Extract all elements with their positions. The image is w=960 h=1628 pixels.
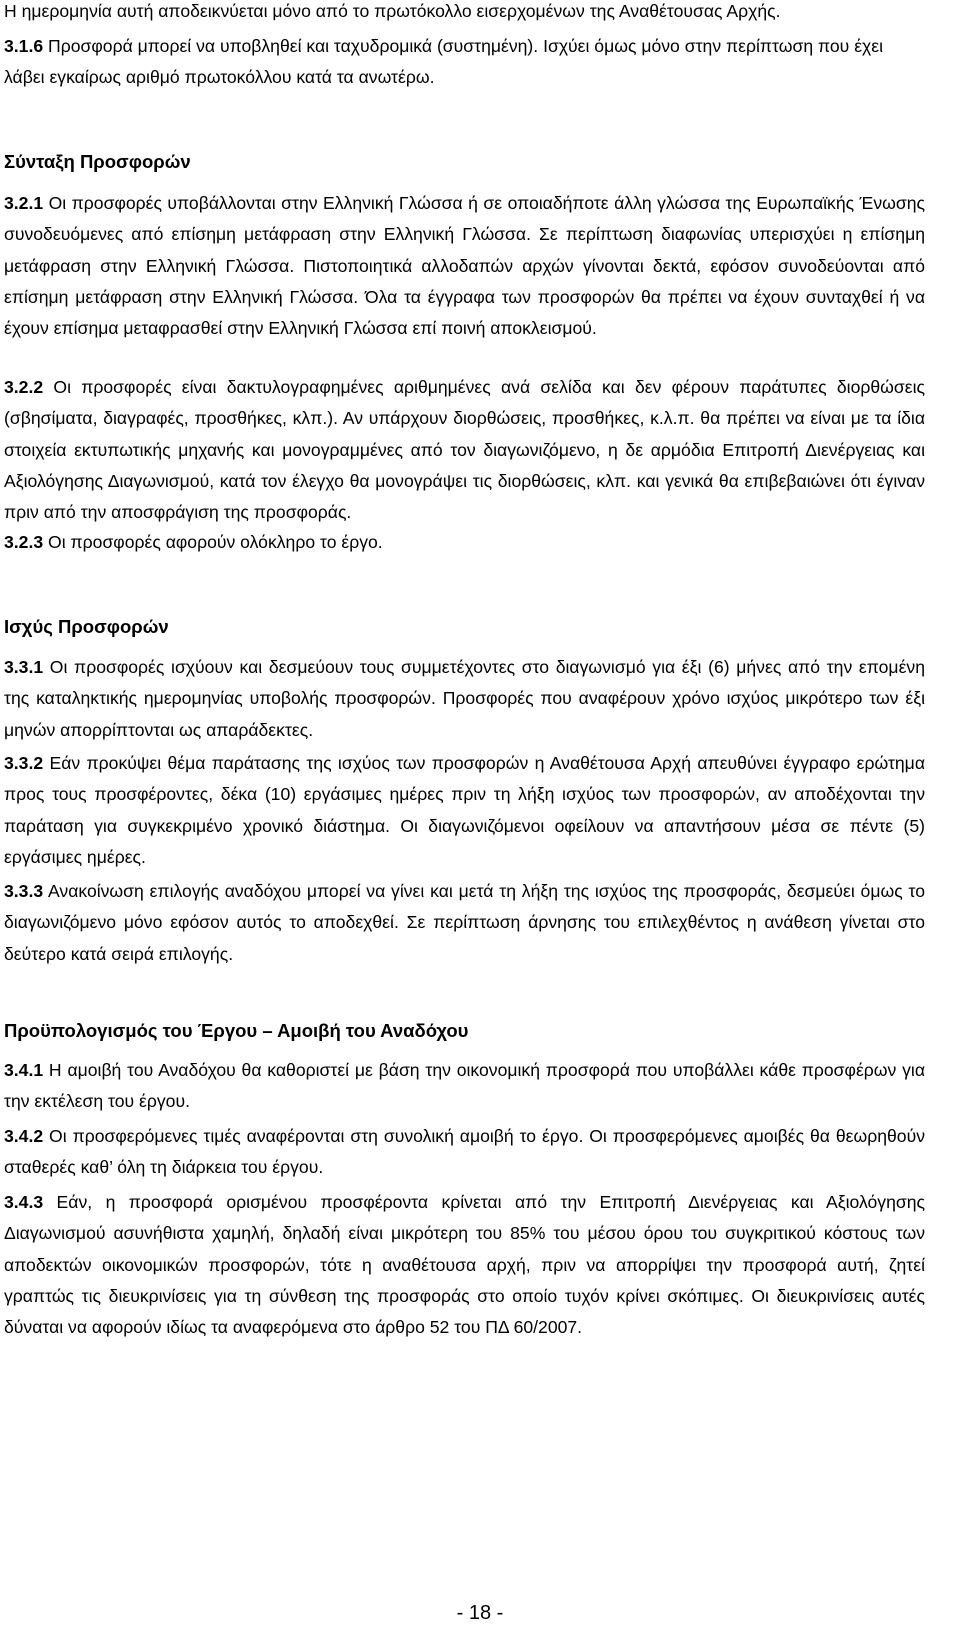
paragraph-3-4-1 xyxy=(4,1055,925,1118)
paragraph-text: Η αμοιβή του Αναδόχου θα καθοριστεί με βάση την οικονομική προσφορά που υποβάλλει κάθε προσφέρων για την εκτέλεση του έργου. xyxy=(4,1060,925,1112)
paragraph-3-2-2 xyxy=(4,372,925,528)
paragraph-text: Ανακοίνωση επιλογής αναδόχου μπορεί να γίνει και μετά τη λήξη της ισχύος της προσφοράς, δεσμεύει όμως το διαγωνιζόμενο μόνο εφόσον αυτός το αποδεχθεί. Σε περίπτωση άρνησης του επιλεχθέντος η ανάθεση γίνεται στο δεύτερο κατά σειρά επιλογής. xyxy=(4,881,925,964)
paragraph-3-2-1 xyxy=(4,188,925,344)
paragraph-3-3-1 xyxy=(4,652,925,746)
paragraph-number: 3.3.3 xyxy=(4,881,44,901)
paragraph-number: 3.3.2 xyxy=(4,753,44,773)
page-number: - 18 - xyxy=(456,1602,504,1624)
paragraph-text: Εάν προκύψει θέμα παράτασης της ισχύος των προσφορών η Αναθέτουσα Αρχή απευθύνει έγγραφο ερώτημα προς τους προσφέροντες, δέκα (10) εργάσιμες ημέρες πριν τη λήξη ισχύος των προσφορών, αν αποδέχονται την παράταση για συγκεκριμένο χρονικό διάστημα. Οι διαγωνιζόμενοι οφείλουν να απαντήσουν μέσα σε πέντε (5) εργάσιμες ημέρες. xyxy=(4,753,925,867)
paragraph-3-4-3 xyxy=(4,1187,925,1343)
paragraph-text: Προσφορά μπορεί να υποβληθεί και ταχυδρομικά (συστημένη). Ισχύει όμως μόνο στην περίπτωση που έχει λάβει εγκαίρως αριθμό πρωτοκόλλου κατά τα ανωτέρω. xyxy=(4,36,884,88)
paragraph-number: 3.2.1 xyxy=(4,193,44,213)
section-heading-composition: Σύνταξη Προσφορών xyxy=(4,151,191,172)
paragraph-text: Οι προσφορές ισχύουν και δεσμεύουν τους συμμετέχοντες στο διαγωνισμό για έξι (6) μήνες από την επομένη της καταληκτικής ημερομηνίας υποβολής προσφορών. Προσφορές που αναφέρουν χρόνο ισχύος μικρότερο των έξι μηνών απορρίπτονται ως απαράδεκτες. xyxy=(4,657,925,740)
paragraph-3-3-3 xyxy=(4,876,925,970)
paragraph-number: 3.4.2 xyxy=(4,1126,44,1146)
paragraph-number: 3.4.1 xyxy=(4,1060,44,1080)
paragraph-text: Οι προσφερόμενες τιμές αναφέρονται στη συνολική αμοιβή το έργο. Οι προσφερόμενες αμοιβές θα θεωρηθούν σταθερές καθ’ όλη τη διάρκεια του έργου. xyxy=(4,1126,925,1178)
intro-line-text: Η ημερομηνία αυτή αποδεικνύεται μόνο από το πρωτόκολλο εισερχομένων της Αναθέτουσας Αρχής. xyxy=(4,1,781,21)
intro-line xyxy=(4,0,925,27)
paragraph-number: 3.2.3 xyxy=(4,532,44,552)
section-heading-validity: Ισχύς Προσφορών xyxy=(4,616,169,637)
paragraph-number: 3.2.2 xyxy=(4,377,44,397)
paragraph-number: 3.1.6 xyxy=(4,36,44,56)
paragraph-text: Οι προσφορές υποβάλλονται στην Ελληνική Γλώσσα ή σε οποιαδήποτε άλλη γλώσσα της Ευρωπαϊκής Ένωσης συνοδευόμενες από επίσημη μετάφραση στην Ελληνική Γλώσσα. Σε περίπτωση διαφωνίας υπερισχύει η επίσημη μετάφραση στην Ελληνική Γλώσσα. Πιστοποιητικά αλλοδαπών αρχών γίνονται δεκτά, εφόσον συνοδεύονται από επίσημη μετάφραση στην Ελληνική Γλώσσα. Όλα τα έγγραφα των προσφορών θα πρέπει να έχουν συνταχθεί ή να έχουν επίσημα μεταφρασθεί στην Ελληνική Γλώσσα επί ποινή αποκλεισμού. xyxy=(4,193,925,339)
paragraph-3-3-2 xyxy=(4,748,925,873)
paragraph-3-2-3 xyxy=(4,527,925,558)
paragraph-text: Οι προσφορές αφορούν ολόκληρο το έργο. xyxy=(43,532,383,552)
paragraph-number: 3.3.1 xyxy=(4,657,44,677)
paragraph-text: Εάν, η προσφορά ορισμένου προσφέροντα κρίνεται από την Επιτροπή Διενέργειας και Αξιολόγησης Διαγωνισμού ασυνήθιστα χαμηλή, δηλαδή είναι μικρότερη του 85% του μέσου όρου του συγκριτικού κόστους των αποδεκτών οικονομικών προσφορών, τότε η αναθέτουσα αρχή, πριν να απορρίψει την προσφορά αυτή, ζητεί γραπτώς τις διευκρινίσεις για τη σύνθεση της προσφοράς στο οποίο τυχόν κρίνει σκόπιμες. Οι διευκρινίσεις αυτές δύναται να αφορούν ιδίως τα αναφερόμενα στο άρθρο 52 του ΠΔ 60/2007. xyxy=(4,1192,925,1338)
paragraph-3-4-2 xyxy=(4,1121,925,1184)
section-heading-budget: Προϋπολογισμός του Έργου – Αμοιβή του Αναδόχου xyxy=(4,1020,469,1041)
paragraph-3-1-6 xyxy=(4,31,925,94)
paragraph-number: 3.4.3 xyxy=(4,1192,44,1212)
paragraph-text: Οι προσφορές είναι δακτυλογραφημένες αριθμημένες ανά σελίδα και δεν φέρουν παράτυπες διορθώσεις (σβησίματα, διαγραφές, προσθήκες, κλπ.). Αν υπάρχουν διορθώσεις, προσθήκες, κ.λ.π. θα πρέπει να είναι με τα ίδια στοιχεία εκτυπωτικής μηχανής και μονογραμμένες από τον διαγωνιζόμενο, η δε αρμόδια Επιτροπή Διενέργειας και Αξιολόγησης Διαγωνισμού, κατά τον έλεγχο θα μονογράψει τις διορθώσεις, κλπ. και γενικά θα επιβεβαιώνει ότι έγιναν πριν από την αποσφράγιση της προσφοράς. xyxy=(4,377,925,523)
